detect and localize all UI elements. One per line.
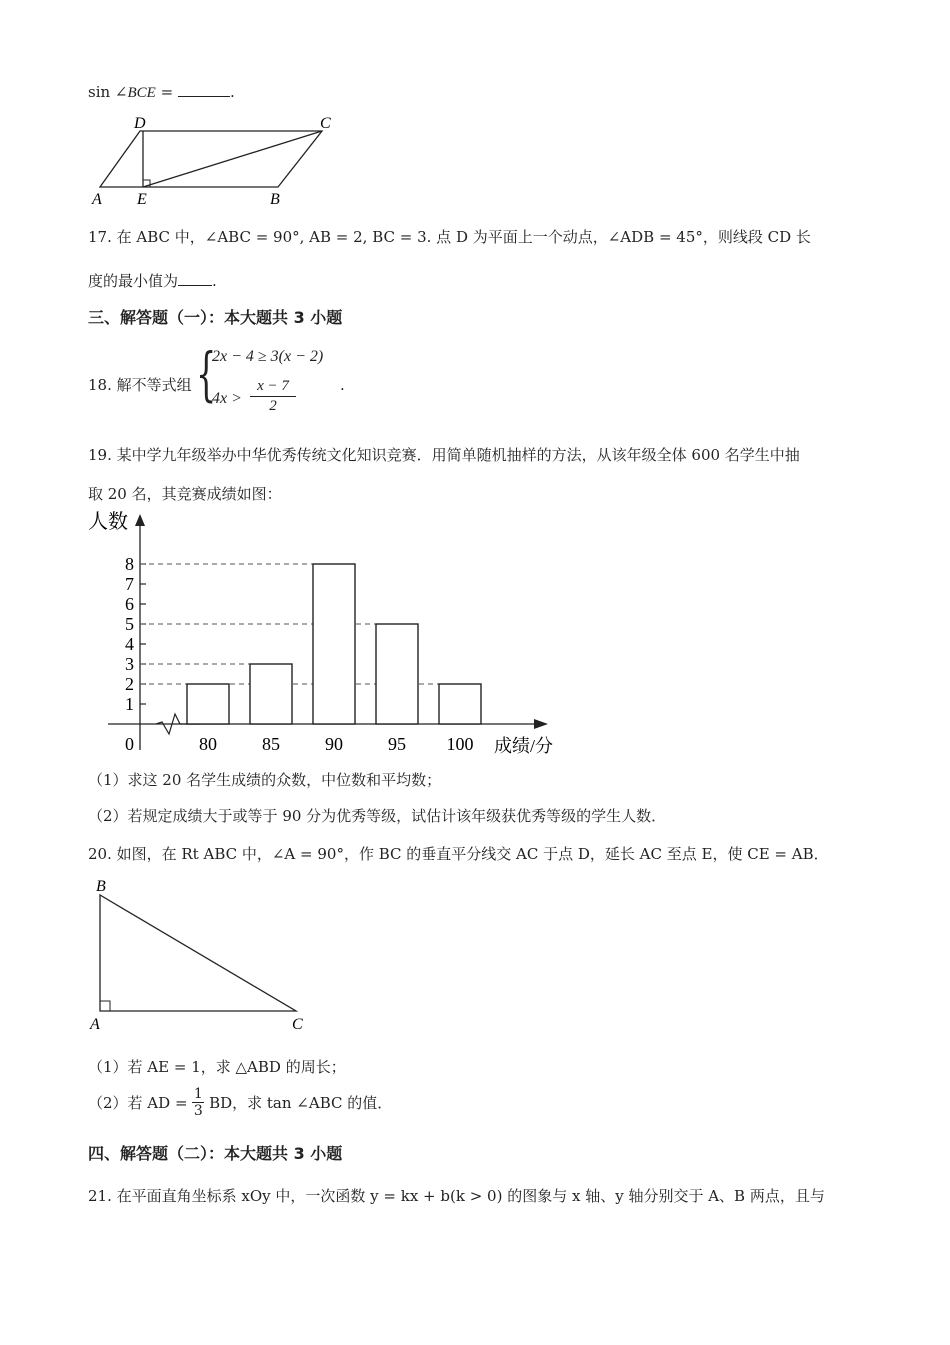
q18-frac-den: 2 (269, 398, 277, 414)
q17-line2 (88, 270, 217, 291)
bar (376, 624, 418, 724)
q18-brace: { (196, 340, 217, 408)
segment-ec (143, 131, 322, 187)
q18-end: . (340, 376, 345, 394)
q17-answer-blank (178, 271, 212, 286)
sin-prefix: sin ∠ (88, 83, 128, 101)
y-tick-label: 2 (125, 674, 134, 694)
x-tick-label: 100 (446, 734, 474, 754)
q20-fraction (192, 1086, 204, 1119)
q19-line1: 19. 某中学九年级举办中华优秀传统文化知识竞赛．用简单随机抽样的方法，从该年级全体 600 名学生中抽 (88, 446, 800, 464)
label-c: C (320, 115, 331, 132)
q19-line2: 取 20 名，其竞赛成绩如图： (88, 485, 282, 503)
q17-line2-text: 度的最小值为 (88, 272, 179, 290)
score-histogram (88, 508, 568, 758)
q17-line1: 17. 在 ABC 中，∠ABC = 90°, AB = 2, BC = 3. 点 D 为平面上一个动点，∠ADB = 45°，则线段 CD 长 (88, 228, 811, 246)
x-tick-label: 85 (262, 734, 280, 754)
q20-frac-den: 3 (193, 1103, 203, 1119)
y-axis-title: 人数 (88, 511, 128, 533)
triangle-shape (100, 895, 296, 1011)
y-axis-arrow (135, 514, 145, 526)
q19-sub2: （2）若规定成绩大于或等于 90 分为优秀等级，试估计该年级获优秀等级的学生人数． (88, 807, 667, 825)
sin-var: BCE (127, 85, 156, 101)
y-tick-label: 3 (125, 654, 134, 674)
q20-sub2 (88, 1086, 392, 1130)
x-tick-label: 95 (388, 734, 406, 754)
right-triangle-figure (88, 875, 318, 1035)
x-axis-title: 成绩/分 (494, 736, 554, 756)
q18-frac-num: x − 7 (250, 378, 296, 397)
y-tick-label: 6 (125, 594, 134, 614)
q20-sub2-post: BD，求 tan ∠ABC 的值． (209, 1094, 393, 1112)
y-tick-label: 8 (125, 554, 134, 574)
bar (313, 564, 355, 724)
label-a: A (92, 191, 102, 208)
label-d: D (134, 115, 146, 132)
right-angle-mark-a (100, 1001, 110, 1011)
parallelogram-figure (88, 110, 348, 210)
sin-end: . (229, 83, 235, 101)
label-b: B (270, 191, 280, 208)
origin-label: 0 (125, 734, 134, 754)
x-tick-label: 90 (325, 734, 343, 754)
q20-sub1: （1）若 AE = 1，求 △ABD 的周长； (88, 1058, 346, 1076)
sin-bce-line (88, 82, 235, 102)
q18-ineq2-left: 4x > (212, 390, 242, 407)
y-tick-label: 5 (125, 614, 134, 634)
y-tick-label: 4 (125, 634, 134, 654)
sin-eq: = (155, 83, 178, 101)
x-tick-label: 80 (199, 734, 217, 754)
label-a2: A (90, 1016, 100, 1033)
x-axis-arrow (534, 719, 548, 729)
label-c2: C (292, 1016, 303, 1033)
bar (250, 664, 292, 724)
q18-fraction (250, 378, 296, 415)
bar (187, 684, 229, 724)
answer-blank (178, 82, 230, 97)
q17-line2-end: . (212, 272, 217, 290)
parallelogram-shape (100, 131, 322, 187)
q19-sub1: （1）求这 20 名学生成绩的众数，中位数和平均数； (88, 771, 442, 789)
q18-label: 18. 解不等式组 (88, 376, 192, 394)
section3-heading: 三、解答题（一）：本大题共 3 小题 (88, 308, 343, 327)
label-e: E (137, 191, 147, 208)
label-b2: B (96, 878, 106, 895)
q20-sub2-pre: （2）若 AD = (88, 1094, 188, 1112)
y-tick-label: 7 (125, 574, 134, 594)
q20-frac-num: 1 (193, 1086, 203, 1102)
q18-ineq1: 2x − 4 ≥ 3(x − 2) (212, 348, 324, 365)
q21-line1: 21. 在平面直角坐标系 xOy 中，一次函数 y = kx + b(k > 0) 的图象与 x 轴、y 轴分别交于 A、B 两点，且与 (88, 1187, 825, 1205)
section4-heading: 四、解答题（二）：本大题共 3 小题 (88, 1144, 343, 1163)
y-tick-label: 1 (125, 694, 134, 714)
bar (439, 684, 481, 724)
q20-line1: 20. 如图，在 Rt ABC 中，∠A = 90°，作 BC 的垂直平分线交 AC 于点 D，延长 AC 至点 E，使 CE = AB． (88, 845, 829, 863)
